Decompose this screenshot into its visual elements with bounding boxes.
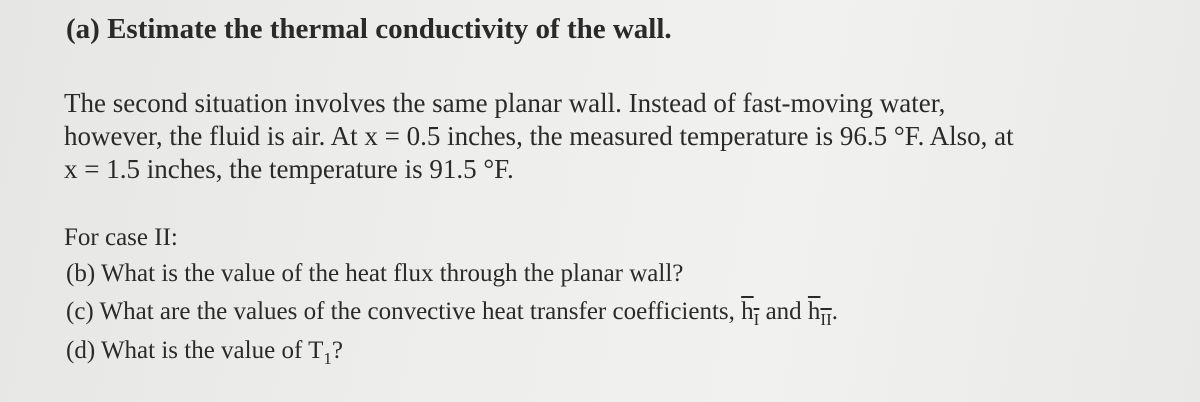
part-a-question: (a) Estimate the thermal conductivity of the wall. xyxy=(66,13,672,45)
paragraph-line-1: The second situation involves the same planar wall. Instead of fast-moving water, xyxy=(64,88,946,118)
part-c-and: and xyxy=(765,298,802,325)
h-one-symbol: $h_I$ xyxy=(741,298,760,329)
part-d-question xyxy=(66,336,343,374)
paragraph-line-3: x = 1.5 inches, the temperature is 91.5 °F. xyxy=(64,154,514,184)
part-c-question xyxy=(66,297,838,335)
part-d-end: ? xyxy=(331,337,343,364)
case-two-label: For case II: xyxy=(64,224,178,251)
part-c-end: . xyxy=(831,298,838,325)
t-one-subscript: 1 xyxy=(323,349,332,368)
h-two-symbol: $h_{II}$ xyxy=(807,298,832,329)
paragraph-line-2: however, the fluid is air. At x = 0.5 inches, the measured temperature is 96.5 °F. Also, at xyxy=(64,121,1014,151)
part-c-text: (c) What are the values of the convective heat transfer coefficients, xyxy=(66,298,735,325)
part-d-text: (d) What is the value of T xyxy=(66,337,324,364)
part-b-question: (b) What is the value of the heat flux through the planar wall? xyxy=(66,260,684,287)
